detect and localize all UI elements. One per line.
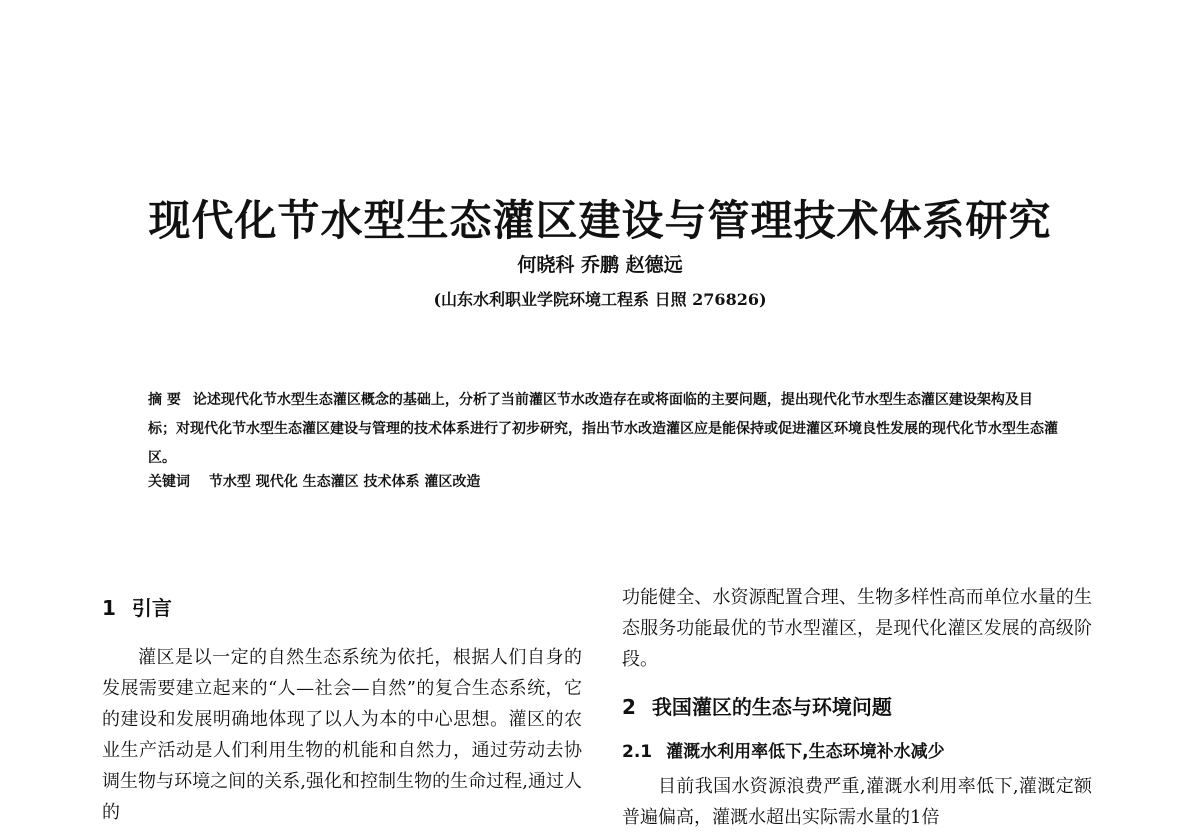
keywords <box>148 472 1058 492</box>
abstract-text: 论述现代化节水型生态灌区概念的基础上，分析了当前灌区节水改造存在或将面临的主要问题，提出现代化节水型生态灌区建设架构及目标；对现代化节水型生态灌区建设与管理的技术体系进行了初步研究，指出节水改造灌区应是能保持或促进灌区环境良性发展的现代化节水型生态灌区。 <box>148 392 1058 466</box>
keyword-item: 节水型 <box>208 474 251 490</box>
section-heading <box>622 689 1092 725</box>
body-paragraph: 灌区是以一定的自然生态系统为依托，根据人们自身的发展需要建立起来的“人—社会—自然”的复合生态系统，它的建设和发展明确地体现了以人为本的中心思想。灌区的农业生产活动是人们利用生物的机能和自然力，通过劳动去协调生物与环境之间的关系,强化和控制生物的生命过程,通过人的 <box>102 647 582 823</box>
affiliation: (山东水利职业学院环境工程系 日照 276826) <box>433 290 767 309</box>
left-column <box>102 590 582 828</box>
subsection-title: 灌溉水利用率低下,生态环境补水减少 <box>666 742 945 762</box>
section-heading <box>102 590 582 626</box>
keywords-label: 关键词 <box>148 474 190 490</box>
abstract-label: 摘 要 <box>148 392 181 408</box>
body-paragraph: 功能健全、水资源配置合理、生物多样性高而单位水量的生态服务功能最优的节水型灌区，是现代化灌区发展的高级阶段。 <box>622 587 1092 670</box>
keyword-item: 生态灌区 <box>302 474 359 490</box>
section-number: 1 <box>102 596 116 620</box>
section-number: 2 <box>622 695 636 719</box>
keyword-item: 灌区改造 <box>424 474 481 490</box>
subsection-heading <box>622 737 1092 767</box>
right-column <box>622 582 1092 833</box>
keyword-item: 现代化 <box>255 474 298 490</box>
section-title: 我国灌区的生态与环境问题 <box>651 695 892 719</box>
keyword-item: 技术体系 <box>363 474 420 490</box>
subsection-number: 2.1 <box>622 742 653 762</box>
authors: 何晓科 乔鹏 赵德远 <box>517 254 683 276</box>
section-title: 引言 <box>131 596 172 620</box>
paper-title: 现代化节水型生态灌区建设与管理技术体系研究 <box>148 196 1052 246</box>
body-paragraph: 目前我国水资源浪费严重,灌溉水利用率低下,灌溉定额普遍偏高，灌溉水超出实际需水量的1倍 <box>622 776 1092 828</box>
abstract <box>148 386 1058 473</box>
